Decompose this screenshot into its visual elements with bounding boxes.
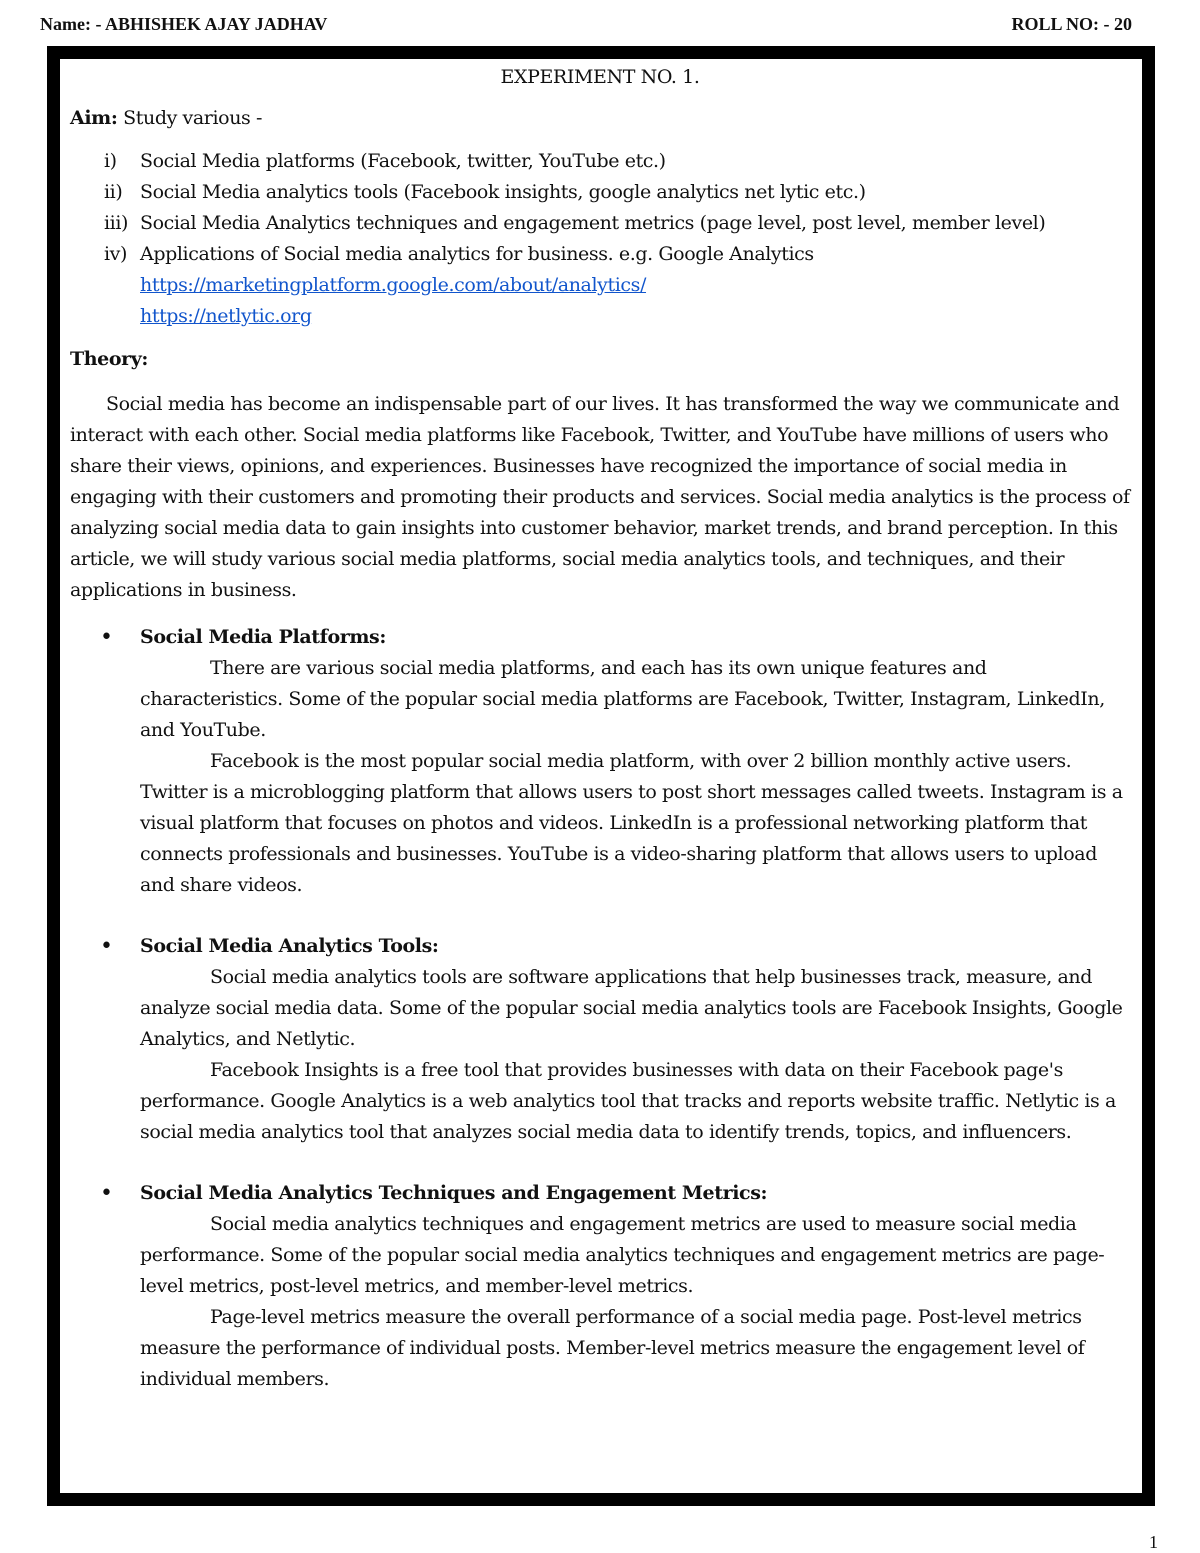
section-paragraph: Social media analytics tools are software applications that help businesses track, measure, and analyze social media data. Some of the popular social media analytics tools are Facebook Insights, Google Analytics, and Netlytic. [140, 966, 1123, 1050]
aim-item-text: Social Media platforms (Facebook, twitter, YouTube etc.) [140, 150, 666, 172]
aim-item-number: ii) [104, 181, 123, 203]
document-body [70, 62, 1130, 1395]
section-paragraph: There are various social media platforms, and each has its own unique features and characteristics. Some of the popular social media platforms are Facebook, Twitter, Instagram, LinkedIn, and YouTube. [140, 657, 1105, 741]
aim-item-text: Social Media analytics tools (Facebook insights, google analytics net lytic etc.) [140, 181, 866, 203]
section-title: Social Media Analytics Techniques and Engagement Metrics: [140, 1182, 768, 1204]
bullet-icon: • [100, 625, 113, 650]
aim-item [70, 208, 1130, 239]
section-paragraph: Facebook Insights is a free tool that provides businesses with data on their Facebook page's performance. Google Analytics is a web analytics tool that tracks and reports website traffic. Netlytic is a social media analytics tool that analyzes social media data to identify trends, topics, and influencers. [140, 1059, 1116, 1143]
section-paragraph: Facebook is the most popular social media platform, with over 2 billion monthly active users. Twitter is a microblogging platform that allows users to post short messages called tweets. Instagram is a visual platform that focuses on photos and videos. LinkedIn is a professional networking platform that connects professionals and businesses. YouTube is a video-sharing platform that allows users to upload and share videos. [140, 750, 1123, 896]
aim-item-number: iv) [104, 243, 128, 265]
bullet-icon: • [100, 934, 113, 959]
experiment-title: EXPERIMENT NO. 1. [500, 66, 700, 88]
page-number: 1 [1149, 1532, 1158, 1552]
aim-item [70, 146, 1130, 177]
aim-item-text: Social Media Analytics techniques and engagement metrics (page level, post level, member level) [140, 212, 1046, 234]
roll-number: ROLL NO: - 20 [1011, 14, 1132, 34]
aim-item-number: iii) [104, 212, 129, 234]
aim-item-number: i) [104, 150, 117, 172]
section-paragraph: Page-level metrics measure the overall performance of a social media page. Post-level metrics measure the performance of individual posts. Member-level metrics measure the engagement level of individual members. [140, 1306, 1085, 1390]
theory-intro: Social media has become an indispensable part of our lives. It has transformed the way we communicate and interact with each other. Social media platforms like Facebook, Twitter, and YouTube have millions of users who share their views, opinions, and experiences. Businesses have recognized the importance of social media in engaging with their customers and promoting their products and services. Social media analytics is the process of analyzing social media data to gain insights into customer behavior, market trends, and brand perception. In this article, we will study various social media platforms, social media analytics tools, and techniques, and their applications in business. [70, 393, 1130, 601]
aim-item [70, 239, 1130, 332]
aim-item-text: Applications of Social media analytics for business. e.g. Google Analytics [140, 243, 814, 265]
section-social-media-platforms [70, 622, 1130, 901]
section-paragraph: Social media analytics techniques and engagement metrics are used to measure social media performance. Some of the popular social media analytics techniques and engagement metrics are page-level metrics, post-level metrics, and member-level metrics. [140, 1213, 1105, 1297]
aim-text: Study various - [123, 107, 263, 129]
aim-item [70, 177, 1130, 208]
section-title: Social Media Platforms: [140, 626, 386, 648]
theory-sections [70, 622, 1130, 1395]
bullet-icon: • [100, 1181, 113, 1206]
theory-heading: Theory: [70, 348, 148, 370]
google-analytics-link[interactable]: https://marketingplatform.google.com/about/analytics/ [140, 274, 647, 296]
section-techniques-metrics [70, 1178, 1130, 1395]
section-title: Social Media Analytics Tools: [140, 935, 439, 957]
aim-list [70, 146, 1130, 332]
page-header [40, 14, 1132, 38]
section-analytics-tools [70, 931, 1130, 1148]
student-name: Name: - ABHISHEK AJAY JADHAV [40, 14, 328, 34]
netlytic-link[interactable]: https://netlytic.org [140, 305, 312, 327]
aim-label: Aim: [70, 107, 118, 129]
aim-line [70, 103, 1130, 134]
